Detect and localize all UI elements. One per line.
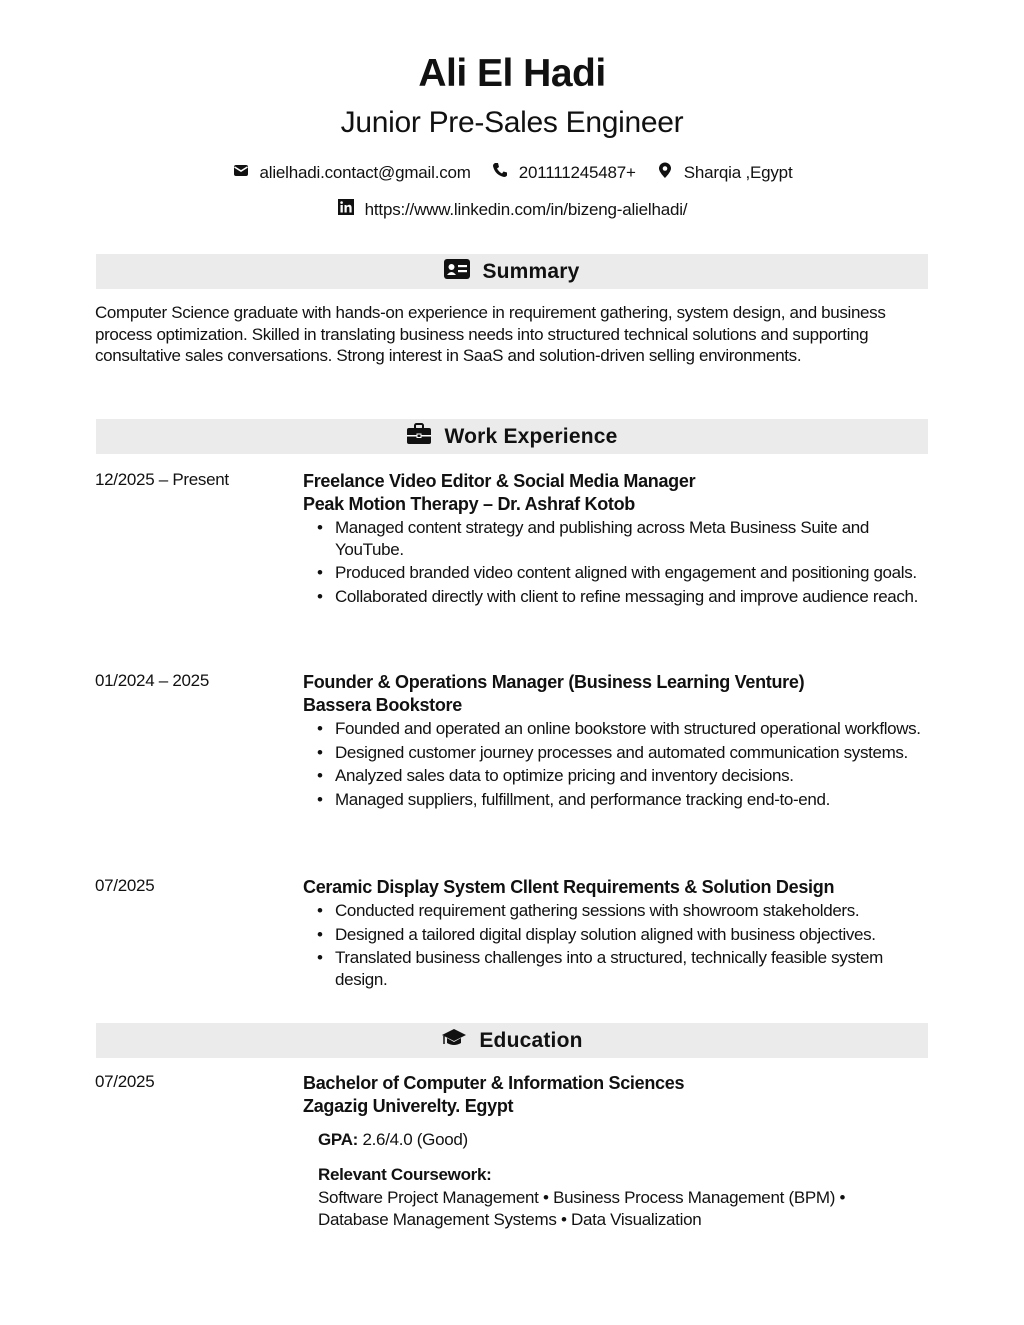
location-pin-icon [656, 161, 674, 184]
id-card-icon [444, 258, 470, 286]
list-item: • Designed customer journey processes and automated communication systems. [303, 742, 928, 764]
list-item: • Designed a tailored digital display solution aligned with business objectives. [303, 924, 928, 946]
list-item: • Produced branded video content aligned with engagement and positioning goals. [303, 562, 928, 584]
linkedin-link[interactable]: https://www.linkedin.com/in/bizeng-alielhadi/ [364, 199, 688, 219]
education-heading: Education [479, 1028, 583, 1052]
job-role: Freelance Video Editor & Social Media Manager [303, 471, 696, 491]
coursework-list: Software Project Management • Business Process Management (BPM) • Database Management Systems • Data Visualization [318, 1188, 846, 1229]
gpa-label: GPA: [318, 1130, 359, 1149]
phone-icon [491, 161, 509, 184]
degree: Bachelor of Computer & Information Sciences [303, 1073, 685, 1093]
gpa-value: 2.6/4.0 (Good) [362, 1130, 468, 1149]
list-item: • Managed content strategy and publishing across Meta Business Suite and YouTube. [303, 517, 928, 560]
list-item: • Translated business challenges into a structured, technically feasible system design. [303, 947, 928, 990]
work-entry [303, 671, 928, 812]
job-organization: Peak Motion Therapy – Dr. Ashraf Kotob [303, 494, 635, 514]
list-item: • Founded and operated an online bookstore with structured operational workflows. [303, 718, 928, 740]
summary-section-header [96, 254, 928, 289]
work-heading: Work Experience [444, 424, 618, 448]
school: Zagazig Univerelty. Egypt [303, 1096, 514, 1116]
list-item: • Collaborated directly with client to refine messaging and improve audience reach. [303, 586, 928, 608]
linkedin-icon [337, 198, 355, 221]
work-entry [303, 876, 928, 992]
work-date: 07/2025 [95, 876, 155, 895]
candidate-title: Junior Pre-Sales Engineer [340, 106, 684, 139]
briefcase-icon [406, 423, 432, 451]
linkedin-row [0, 198, 1024, 221]
email-link[interactable]: alielhadi.contact@gmail.com [259, 162, 471, 182]
contact-row [0, 161, 1024, 184]
education-section-header [96, 1023, 928, 1058]
education-entry [303, 1072, 928, 1231]
list-item: • Analyzed sales data to optimize pricing and inventory decisions. [303, 765, 928, 787]
list-item: • Managed suppliers, fulfillment, and performance tracking end-to-end. [303, 789, 928, 811]
education-date: 07/2025 [95, 1072, 155, 1091]
gpa-line [318, 1130, 928, 1150]
phone-number[interactable]: 201111245487+ [518, 162, 636, 182]
work-entry [303, 470, 928, 609]
coursework-label: Relevant Coursework: [318, 1165, 492, 1184]
summary-heading: Summary [482, 259, 580, 283]
envelope-icon [232, 161, 250, 184]
summary-text: Computer Science graduate with hands-on experience in requirement gathering, system design, and business process optimization. Skilled in translating business needs into structured technical solutions and supporting consultative sales conversations. Strong interest in SaaS and solution-driven selling environments. [95, 303, 886, 365]
job-organization: Bassera Bookstore [303, 695, 462, 715]
work-date: 01/2024 – 2025 [95, 671, 209, 690]
job-role: Founder & Operations Manager (Business Learning Venture) [303, 672, 805, 692]
job-role: Ceramic Display System Cllent Requirements & Solution Design [303, 877, 835, 897]
location: Sharqia ,Egypt [683, 162, 793, 182]
candidate-name: Ali El Hadi [418, 52, 606, 95]
graduation-cap-icon [441, 1027, 467, 1055]
list-item: • Conducted requirement gathering sessions with showroom stakeholders. [303, 900, 928, 922]
work-section-header [96, 419, 928, 454]
work-date: 12/2025 – Present [95, 470, 229, 489]
